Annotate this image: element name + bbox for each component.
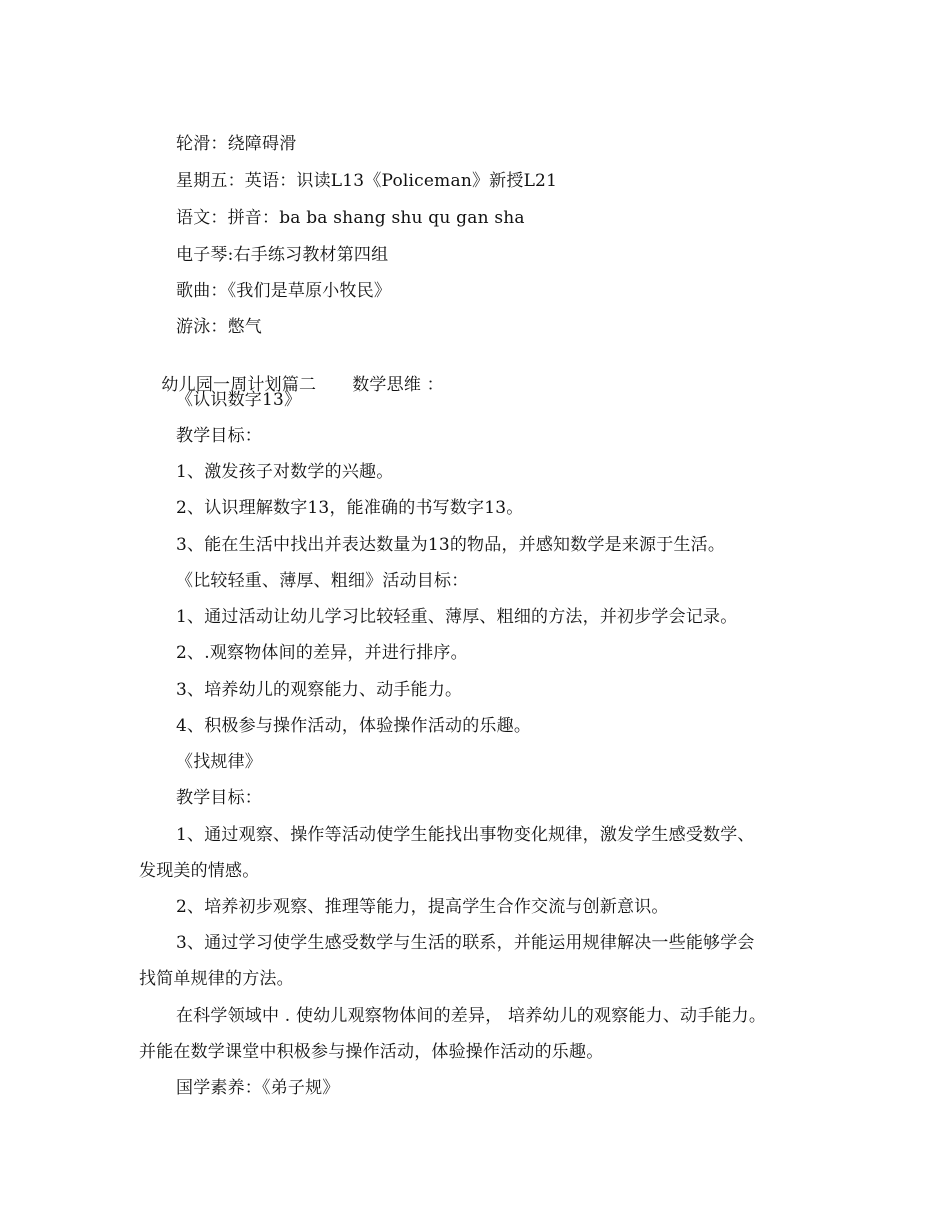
objective-item: 2、.观察物体间的差异，并进行排序。 [176, 643, 468, 663]
objective-item: 2、培养初步观察、推理等能力，提高学生合作交流与创新意识。 [176, 897, 669, 917]
schedule-line-keyboard: 电子琴:右手练习教材第四组 [176, 245, 389, 265]
objective-item: 3、通过学习使学生感受数学与生活的联系，并能运用规律解决一些能够学会 [176, 933, 755, 953]
schedule-line-swimming: 游泳：憋气 [176, 317, 262, 337]
lesson-title-patterns: 《找规律》 [176, 752, 262, 772]
science-paragraph-continued: 并能在数学课堂中积极参与操作活动，体验操作活动的乐趣。 [139, 1042, 604, 1062]
objective-item: 3、培养幼儿的观察能力、动手能力。 [176, 680, 463, 700]
objective-item: 2、认识理解数字13，能准确的书写数字13。 [176, 498, 524, 518]
schedule-line-song: 歌曲：《我们是草原小牧民》 [176, 281, 392, 301]
section-title: 幼儿园一周计划篇二 [161, 375, 317, 395]
objective-item: 1、通过活动让幼儿学习比较轻重、薄厚、粗细的方法，并初步学会记录。 [176, 607, 738, 627]
objective-item: 1、通过观察、操作等活动使学生能找出事物变化规律，激发学生感受数学、 [176, 825, 755, 845]
objective-item: 1、激发孩子对数学的兴趣。 [176, 462, 394, 482]
schedule-line-skating: 轮滑：绕障碍滑 [176, 134, 297, 154]
schedule-line-friday-english: 星期五：英语：识读L13《Policeman》新授L21 [176, 171, 558, 191]
objective-item: 4、积极参与操作活动，体验操作活动的乐趣。 [176, 716, 532, 736]
objectives-heading: 教学目标： [176, 788, 262, 808]
classics-line: 国学素养：《弟子规》 [176, 1078, 340, 1098]
objective-item-continued: 发现美的情感。 [139, 861, 260, 881]
section-subject: 数学思维 ： [352, 375, 444, 395]
lesson-title-number-13: 《认识数字13》 [176, 390, 302, 410]
objective-item: 3、能在生活中找出并表达数量为13的物品，并感知数学是来源于生活。 [176, 535, 726, 555]
objectives-heading: 教学目标： [176, 426, 262, 446]
lesson-title-compare: 《比较轻重、薄厚、粗细》活动目标： [176, 571, 469, 591]
objective-item-continued: 找简单规律的方法。 [139, 969, 294, 989]
schedule-line-pinyin: 语文：拼音：ba ba shang shu qu gan sha [176, 208, 525, 228]
science-paragraph: 在科学领域中 . 使幼儿观察物体间的差异， 培养幼儿的观察能力、动手能力。 [176, 1006, 767, 1026]
